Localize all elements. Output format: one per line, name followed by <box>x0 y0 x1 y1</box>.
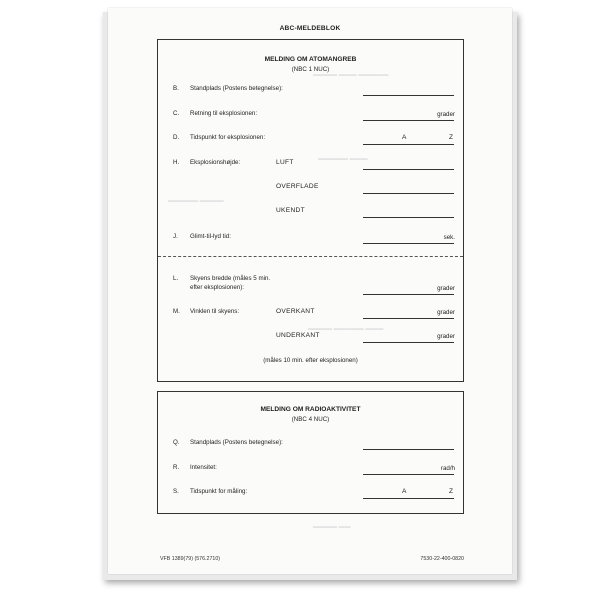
field-code: B. <box>173 85 179 92</box>
pad-title: ABC-MELDEBLOK <box>279 25 341 32</box>
unit-label: sek. <box>443 234 455 241</box>
field-M-underkant <box>158 332 463 346</box>
form-subtitle: (NBC 1 NUC) <box>291 66 330 73</box>
option-underkant: UNDERKANT <box>276 332 320 339</box>
field-D <box>158 134 463 148</box>
field-H-ukendt <box>158 207 463 221</box>
unit-label: grader <box>437 111 455 118</box>
field-label: Skyens bredde (måles 5 min. <box>190 275 271 282</box>
show-through-text: ▬▬▬▬▬ ▬▬▬▬ <box>168 198 224 204</box>
entry-line[interactable] <box>363 474 454 475</box>
field-code: Q. <box>173 439 180 446</box>
unit-label: grader <box>437 285 455 292</box>
time-marker-z: Z <box>449 488 454 495</box>
entry-line[interactable] <box>363 243 454 244</box>
atomic-attack-form <box>157 39 464 382</box>
entry-line[interactable] <box>363 169 454 170</box>
field-label: Tidspunkt for eksplosionen: <box>190 134 266 141</box>
option-ukendt: UKENDT <box>276 207 305 214</box>
option-luft: LUFT <box>276 159 294 166</box>
unit-label: rad/h <box>440 465 455 472</box>
time-marker-z: Z <box>449 134 454 141</box>
field-L <box>158 275 463 297</box>
field-label: Eksplosionshøjde: <box>190 159 241 166</box>
radioactivity-form <box>157 391 464 514</box>
field-code: R. <box>173 464 180 471</box>
field-code: M. <box>173 308 180 315</box>
field-J <box>158 233 463 247</box>
show-through-text: ▬▬▬▬▬ ▬▬▬ <box>318 156 368 162</box>
field-label: Standplads (Postens betegnelse): <box>190 439 283 446</box>
show-through-text: ▬▬▬▬ ▬▬▬ ▬▬▬▬▬ <box>313 72 389 78</box>
time-marker-a: A <box>402 134 407 141</box>
field-code: S. <box>173 488 179 495</box>
entry-line[interactable] <box>363 120 454 121</box>
field-B <box>158 85 463 99</box>
field-code: D. <box>173 134 180 141</box>
entry-line[interactable] <box>363 318 454 319</box>
option-overkant: OVERKANT <box>276 308 315 315</box>
field-R <box>158 464 463 478</box>
option-overflade: OVERFLADE <box>276 183 319 190</box>
field-label: Standplads (Postens betegnelse): <box>190 85 283 92</box>
stock-number: 7530-22-400-0820 <box>420 556 464 562</box>
time-marker-a: A <box>402 488 407 495</box>
field-label: Tidspunkt for måling: <box>190 488 248 495</box>
field-label: Intensitet: <box>190 464 217 471</box>
field-code: L. <box>173 275 179 282</box>
field-label: Vinklen til skyens: <box>190 308 240 315</box>
show-through-text: ▬▬▬▬ ▬▬▬▬▬ ▬▬▬ <box>308 326 384 332</box>
field-C <box>158 110 463 124</box>
entry-line[interactable] <box>363 294 454 295</box>
field-H-overflade <box>158 183 463 197</box>
field-Q <box>158 439 463 453</box>
form-sheet <box>108 8 512 574</box>
entry-line[interactable] <box>363 342 454 343</box>
field-label-continued: efter eksplosionen): <box>190 284 244 291</box>
unit-label: grader <box>437 309 455 316</box>
form-title: MELDING OM RADIOAKTIVITET <box>260 406 361 413</box>
measurement-note: (måles 10 min. efter eksplosionen) <box>263 357 358 364</box>
entry-line[interactable] <box>363 217 454 218</box>
field-code: H. <box>173 159 180 166</box>
entry-line[interactable] <box>363 498 454 499</box>
field-code: C. <box>173 110 180 117</box>
form-subtitle: (NBC 4 NUC) <box>291 416 330 423</box>
field-label: Retning til eksplosionen: <box>190 110 258 117</box>
unit-label: grader <box>437 333 455 340</box>
show-through-text: ▬▬▬▬ ▬▬ <box>313 524 351 530</box>
form-number: VFB 1389(79) (576.2710) <box>160 556 221 562</box>
field-S <box>158 488 463 502</box>
entry-line[interactable] <box>363 193 454 194</box>
entry-line[interactable] <box>363 95 454 96</box>
entry-line[interactable] <box>363 144 454 145</box>
field-label: Glimt-til-lyd tid: <box>190 233 231 240</box>
entry-line[interactable] <box>363 449 454 450</box>
field-M <box>158 308 463 322</box>
field-H <box>158 159 463 173</box>
dashed-divider <box>158 256 463 257</box>
form-title: MELDING OM ATOMANGREB <box>264 56 357 63</box>
field-code: J. <box>173 233 178 240</box>
